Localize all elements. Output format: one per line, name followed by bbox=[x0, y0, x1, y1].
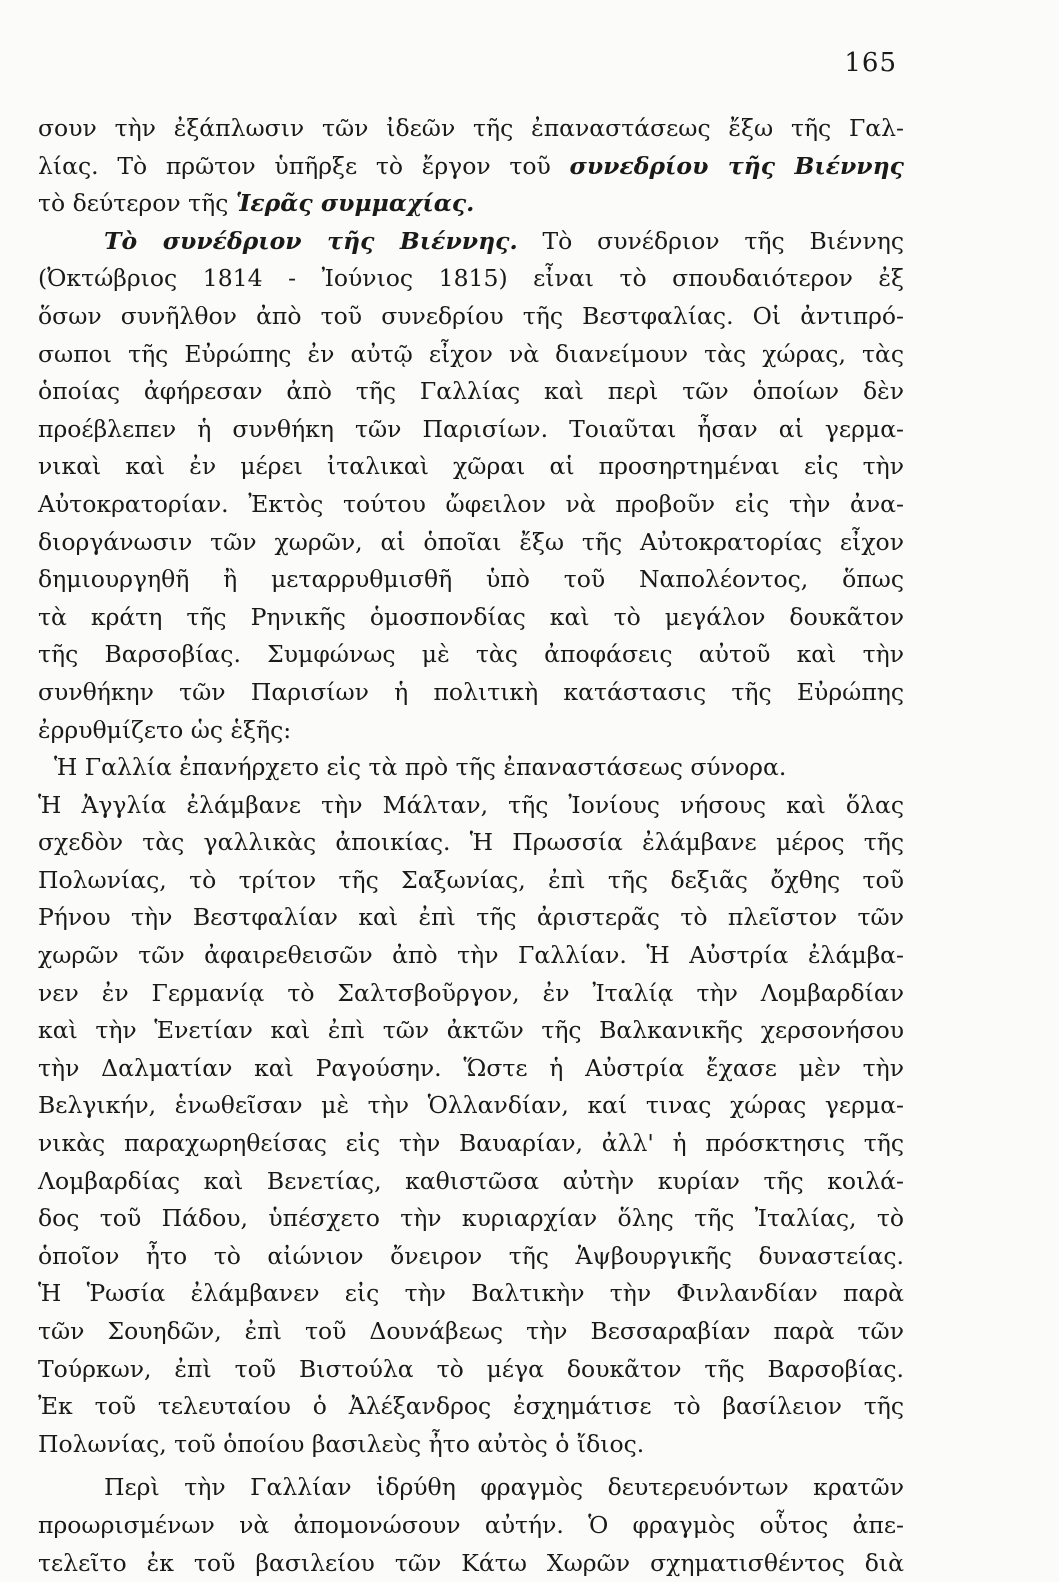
text-line: προωρισμένων νὰ ἀπομονώσουν αὐτήν. Ὁ φραγμὸς οὗτος ἀπε- bbox=[38, 1510, 904, 1539]
text-line: Περὶ τὴν Γαλλίαν ἱδρύθη φραγμὸς δευτερευόντων κρατῶν bbox=[104, 1473, 904, 1502]
line-segment: Τὸ συνέδριον τῆς Βιέννης bbox=[517, 226, 904, 255]
text-line: Ἡ Ἀγγλία ἐλάμβανε τὴν Μάλταν, τῆς Ἰονίους νήσους καὶ ὅλας bbox=[38, 790, 904, 819]
text-line: προέβλεπεν ἡ συνθήκη τῶν Παρισίων. Τοιαῦται ἦσαν αἱ γερμα- bbox=[38, 414, 904, 443]
page-number: 165 bbox=[844, 48, 897, 78]
text-line: Αὐτοκρατορίαν. Ἐκτὸς τούτου ὤφειλον νὰ προβοῦν εἰς τὴν ἀνα- bbox=[38, 489, 904, 518]
text-line: Τούρκων, ἐπὶ τοῦ Βιστούλα τὸ μέγα δουκᾶτον τῆς Βαρσοβίας. bbox=[38, 1354, 904, 1383]
emphasized-heading: Ἱερᾶς συμμαχίας. bbox=[235, 189, 475, 218]
text-line: διοργάνωσιν τῶν χωρῶν, αἱ ὁποῖαι ἔξω τῆς Αὐτοκρατορίας εἶχον bbox=[38, 527, 904, 556]
text-line: τὴν Δαλματίαν καὶ Ραγούσην. Ὥστε ἡ Αὐστρία ἔχασε μὲν τὴν bbox=[38, 1053, 904, 1082]
text-line bbox=[38, 148, 904, 186]
text-line: σωποι τῆς Εὐρώπης ἐν αὐτῷ εἶχον νὰ διανείμουν τὰς χώρας, τὰς bbox=[38, 339, 904, 368]
emphasized-heading: Τὸ συνέδριον τῆς Βιέννης. bbox=[104, 226, 518, 255]
text-line: νικαὶ καὶ ἐν μέρει ἰταλικαὶ χῶραι αἱ προσηρτημέναι εἰς τὴν bbox=[38, 452, 904, 481]
text-line: χωρῶν τῶν ἀφαιρεθεισῶν ἀπὸ τὴν Γαλλίαν. Ἡ Αὐστρία ἐλάμβα- bbox=[38, 941, 904, 970]
text-line: ὁποίας ἀφήρεσαν ἀπὸ τῆς Γαλλίας καὶ περὶ τῶν ὁποίων δὲν bbox=[38, 377, 904, 406]
text-line: σχεδὸν τὰς γαλλικὰς ἀποικίας. Ἡ Πρωσσία ἐλάμβανε μέρος τῆς bbox=[38, 828, 904, 857]
text-line bbox=[38, 185, 904, 223]
text-line: νεν ἐν Γερμανίᾳ τὸ Σαλτσβοῦργον, ἐν Ἰταλίᾳ τὴν Λομβαρδίαν bbox=[38, 978, 904, 1007]
emphasized-heading: συνεδρίου τῆς Βιέννης bbox=[569, 151, 904, 180]
text-line: ὅσων συνῆλθον ἀπὸ τοῦ συνεδρίου τῆς Βεστφαλίας. Οἱ ἀντιπρό- bbox=[38, 301, 904, 330]
line-segment: τὸ δεύτερον τῆς bbox=[38, 189, 236, 218]
text-line: νικὰς παραχωρηθείσας εἰς τὴν Βαυαρίαν, ἀλλ' ἡ πρόσκτησις τῆς bbox=[38, 1129, 904, 1158]
text-line: τὰ κράτη τῆς Ρηνικῆς ὁμοσπονδίας καὶ τὸ μεγάλον δουκᾶτον bbox=[38, 602, 904, 631]
line-segment: λίας. Τὸ πρῶτον ὑπῆρξε τὸ ἔργον τοῦ bbox=[38, 151, 570, 180]
text-line: Ρήνου τὴν Βεστφαλίαν καὶ ἐπὶ τῆς ἀριστερᾶς τὸ πλεῖστον τῶν bbox=[38, 903, 904, 932]
text-line: Βελγικήν, ἑνωθεῖσαν μὲ τὴν Ὁλλανδίαν, καί τινας χώρας γερμα- bbox=[38, 1091, 904, 1120]
text-line: Ἡ Ῥωσία ἐλάμβανεν εἰς τὴν Βαλτικὴν τὴν Φινλανδίαν παρὰ bbox=[38, 1279, 904, 1308]
text-line: σουν τὴν ἐξάπλωσιν τῶν ἰδεῶν τῆς ἐπαναστάσεως ἔξω τῆς Γαλ- bbox=[38, 114, 904, 142]
text-line: ὁποῖον ἦτο τὸ αἰώνιον ὄνειρον τῆς Ἁψβουργικῆς δυναστείας. bbox=[38, 1241, 904, 1270]
body-text bbox=[38, 110, 904, 1582]
text-line: συνθήκην τῶν Παρισίων ἡ πολιτικὴ κατάστασις τῆς Εὐρώπης bbox=[38, 677, 904, 706]
text-line: τελεῖτο ἐκ τοῦ βασιλείου τῶν Κάτω Χωρῶν σχηματισθέντος διὰ bbox=[38, 1548, 904, 1577]
text-line: δημιουργηθῆ ἢ μεταρρυθμισθῆ ὑπὸ τοῦ Ναπολέοντος, ὅπως bbox=[38, 565, 904, 594]
text-line: Ἡ Γαλλία ἐπανήρχετο εἰς τὰ πρὸ τῆς ἐπαναστάσεως σύνορα. bbox=[54, 753, 787, 782]
text-line: Πολωνίας, τὸ τρίτον τῆς Σαξωνίας, ἐπὶ τῆς δεξιᾶς ὄχθης τοῦ bbox=[38, 865, 904, 894]
text-line: ἐρρυθμίζετο ὡς ἑξῆς: bbox=[38, 715, 292, 744]
text-line: Ἐκ τοῦ τελευταίου ὁ Ἀλέξανδρος ἐσχημάτισε τὸ βασίλειον τῆς bbox=[38, 1392, 904, 1421]
text-line: δος τοῦ Πάδου, ὑπέσχετο τὴν κυριαρχίαν ὅλης τῆς Ἰταλίας, τὸ bbox=[38, 1204, 904, 1233]
text-line bbox=[38, 223, 904, 261]
text-line: καὶ τὴν Ἑνετίαν καὶ ἐπὶ τῶν ἀκτῶν τῆς Βαλκανικῆς χερσονήσου bbox=[38, 1016, 904, 1045]
text-line: Πολωνίας, τοῦ ὁποίου βασιλεὺς ἦτο αὐτὸς ὁ ἴδιος. bbox=[38, 1429, 645, 1458]
text-line: τῶν Σουηδῶν, ἐπὶ τοῦ Δουνάβεως τὴν Βεσσαραβίαν παρὰ τῶν bbox=[38, 1317, 904, 1345]
text-line: Λομβαρδίας καὶ Βενετίας, καθιστῶσα αὐτὴν κυρίαν τῆς κοιλά- bbox=[38, 1166, 904, 1195]
text-line: (Ὀκτώβριος 1814 - Ἰούνιος 1815) εἶναι τὸ σπουδαιότερον ἐξ bbox=[38, 264, 904, 293]
text-line: τῆς Βαρσοβίας. Συμφώνως μὲ τὰς ἀποφάσεις αὐτοῦ καὶ τὴν bbox=[38, 640, 904, 669]
